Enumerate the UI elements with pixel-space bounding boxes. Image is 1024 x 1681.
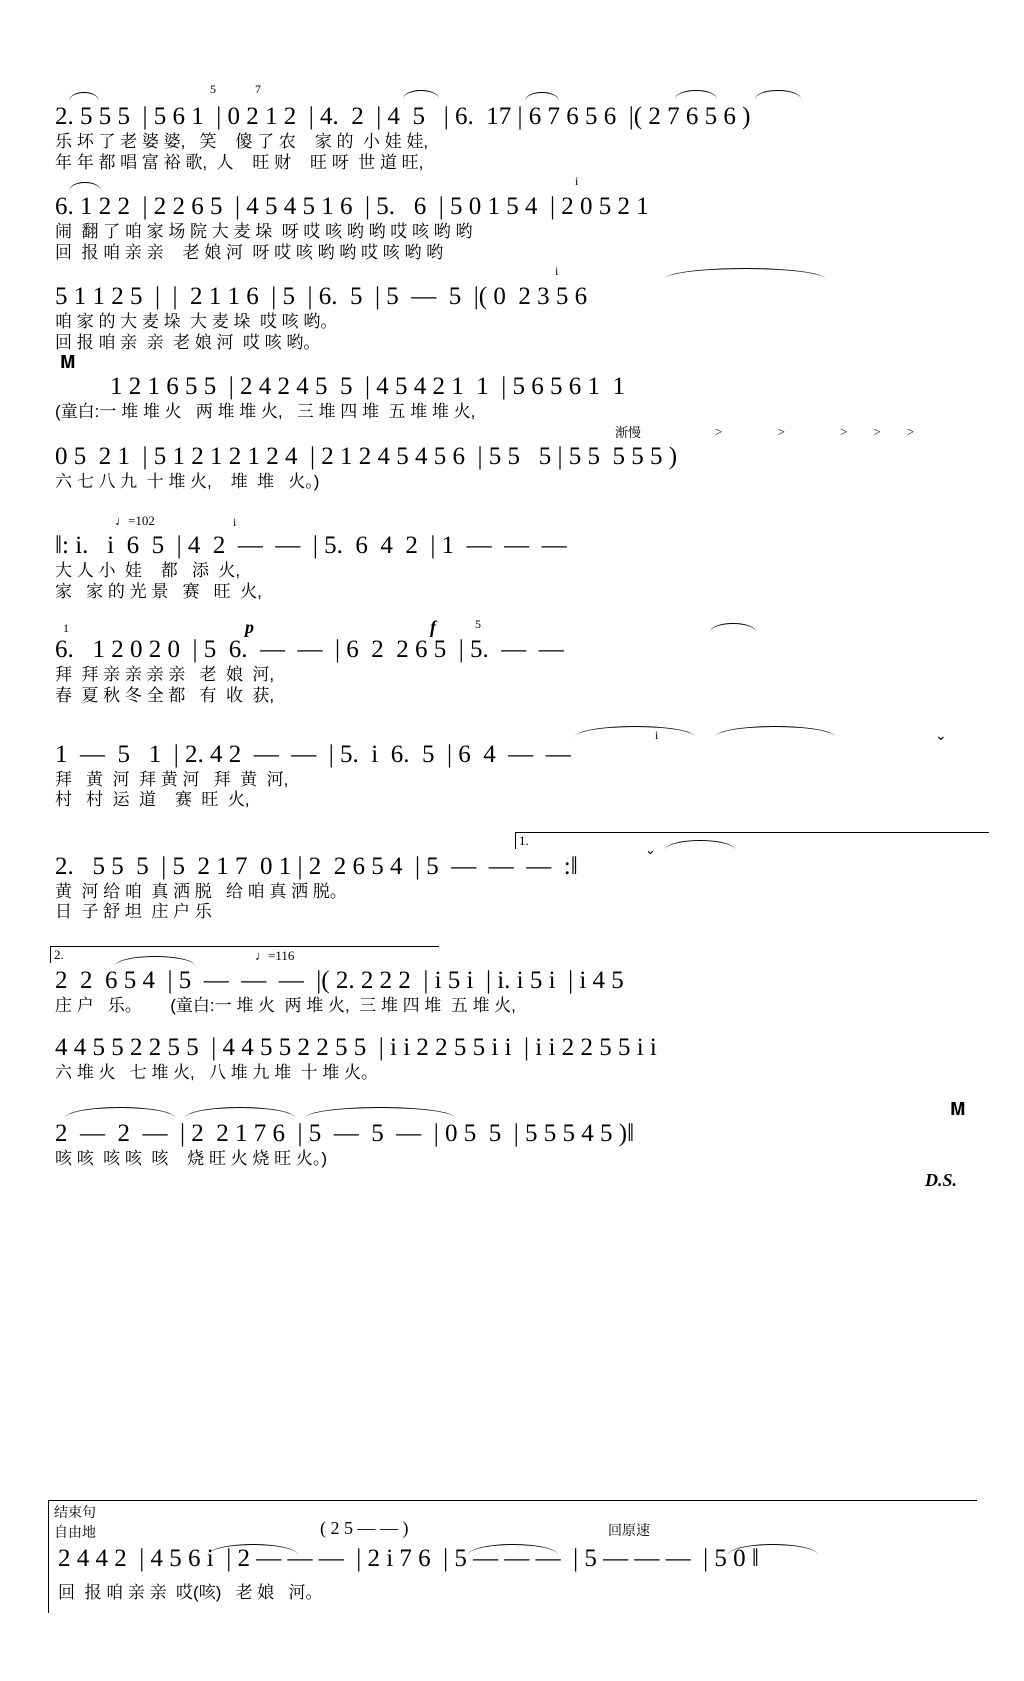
notes-line-9: 2. 5 5 5 | 5 2 1 7 0 1 | 2 2 6 5 4 | 5 — — — :‖	[55, 852, 578, 880]
lyric-line-8b: 村 村 运 道 赛 旺 火,	[55, 790, 250, 810]
breath-mark-8: ⌄	[935, 728, 947, 744]
notes-line-12: 2 — 2 — | 2 2 1 7 6 | 5 — 5 — | 0 5 5 | 5 5 5 4 5 )‖	[55, 1119, 635, 1147]
music-system-10	[0, 946, 1024, 1016]
slur-12c	[305, 1107, 455, 1118]
notes-line-1: 2. 5 5 5 | 5 6 1 | 0 2 1 2 | 4. 2 | 4 5 | 6. 17 | 6 7 6 5 6 |( 2 7 6 5 6 )	[55, 103, 751, 130]
slur-1d	[675, 90, 717, 99]
lyric-line-1a: 乐 坏 了 老 婆 婆, 笑 傻 了 农 家 的 小 娃 娃,	[55, 132, 429, 151]
lyric-line-2a: 闹 翻 了 咱 家 场 院 大 麦 垛 呀 哎 咳 哟 哟 哎 咳 哟 哟	[55, 222, 473, 242]
music-system-6	[0, 513, 1024, 601]
slur-12a	[65, 1107, 175, 1118]
first-ending-bracket: 1.	[515, 832, 989, 849]
ornament-mark-6: i	[233, 515, 237, 530]
rallentando-marking: 渐慢	[615, 424, 642, 440]
lyric-line-11a: 六 堆 火 七 堆 火, 八 堆 九 堆 十 堆 火。	[55, 1063, 379, 1083]
music-system-11	[0, 1035, 1024, 1083]
notes-line-11: 4 4 5 5 2 2 5 5 | 4 4 5 5 2 2 5 5 | i i 2 2 5 5 i i | i i 2 2 5 5 i i	[55, 1034, 657, 1062]
fingering-5: 5	[475, 617, 481, 632]
lyric-line-8a: 拜 黄 河 拜 黄 河 拜 黄 河,	[55, 769, 289, 789]
second-ending-bracket: 2.	[50, 946, 439, 963]
slur-2a	[69, 182, 101, 191]
notes-line-4: 1 2 1 6 5 5 | 2 4 2 4 5 5 | 4 5 4 2 1 1 | 5 6 5 6 1 1	[110, 373, 626, 401]
tempo-marking-102: ♩=102	[115, 513, 155, 529]
notes-line-2: 6. 1 2 2 | 2 2 6 5 | 4 5 4 5 1 6 | 5. 6 | 5 0 1 5 4 | 2 0 5 2 1	[55, 193, 649, 221]
slur-1e	[755, 90, 801, 99]
slur-8a	[575, 726, 695, 737]
lyric-line-5a: 六 七 八 九 十 堆 火, 堆 堆 火。)	[55, 471, 320, 491]
accidental-mark-5: 5	[210, 82, 216, 96]
lyric-line-4a: (童白:一 堆 堆 火 两 堆 堆 火, 三 堆 四 堆 五 堆 堆 火,	[55, 402, 476, 422]
fingering-1: 1	[63, 621, 69, 636]
ds-marking: D.S.	[925, 1170, 958, 1191]
coda-notes: 2 4 4 2 | 4 5 6 i | 2 — — — | 2 i 7 6 | 5 — — — | 5 — — — | 5 0 ‖	[58, 1545, 759, 1572]
ornament-mark-8: i	[655, 727, 659, 742]
lyric-line-2b: 回 报 咱 亲 亲 老 娘 河 呀 哎 咳 哟 哟 哎 咳 哟 哟	[55, 242, 444, 262]
ornament-mark-2: i	[575, 174, 579, 189]
music-system-7	[0, 617, 1024, 706]
tempo-marking-116: ♩=116	[255, 947, 295, 963]
notes-line-8: 1 — 5 1 | 2. 4 2 — — | 5. i 6. 5 | 6 4 — —	[55, 740, 571, 768]
slur-1a	[69, 92, 99, 101]
score-sheet	[0, 82, 1024, 1681]
lyric-line-6a: 大 人 小 娃 都 添 火,	[55, 561, 241, 581]
accidental-mark-7: 7	[255, 82, 261, 96]
notes-line-7: 6. 1 2 0 2 0 | 5 6. — — | 6 2 2 6 5 | 5. — —	[55, 636, 564, 664]
music-system-4	[0, 352, 1024, 422]
music-system-9	[0, 832, 1024, 922]
lyric-line-9a: 黄 河 给 咱 真 洒 脱 给 咱 真 洒 脱。	[55, 881, 347, 901]
lyric-line-6b: 家 家 的 光 景 赛 旺 火,	[55, 581, 262, 601]
ornament-mark-3: i	[555, 264, 559, 279]
slur-7a	[710, 623, 756, 632]
music-system-3	[0, 264, 1024, 352]
music-system-12	[0, 1098, 1024, 1191]
music-system-8	[0, 726, 1024, 810]
segno-icon-2: 𝐌	[950, 1098, 966, 1119]
lyric-line-7a: 拜 拜 亲 亲 亲 亲 老 娘 河,	[55, 665, 275, 685]
music-system-2	[0, 174, 1024, 262]
slur-8b	[715, 726, 835, 737]
notes-line-10: 2 2 6 5 4 | 5 — — — |( 2. 2 2 2 | i 5 i | i. i 5 i | i 4 5	[55, 966, 624, 994]
dynamic-f: f	[430, 617, 436, 638]
coda-above-notes: ( 2 5 — — )	[320, 1518, 409, 1538]
dynamic-p: p	[245, 617, 254, 638]
lyric-line-3a: 咱 家 的 大 麦 垛 大 麦 垛 哎 咳 哟。	[55, 312, 338, 332]
music-system-1	[0, 82, 1024, 172]
slur-12b	[185, 1107, 295, 1118]
slur-1b	[403, 90, 439, 99]
coda-free-tempo: 自由地	[54, 1524, 96, 1540]
lyric-line-3b: 回 报 咱 亲 亲 老 娘 河 哎 咳 哟。	[55, 332, 321, 352]
lyric-line-7b: 春 夏 秋 冬 全 都 有 收 获,	[55, 686, 275, 706]
notes-line-3: 5 1 1 2 5 | | 2 1 1 6 | 5 | 6. 5 | 5 — 5 |( 0 2 3 5 6	[55, 283, 588, 311]
lyric-line-9b: 日 子 舒 坦 庄 户 乐	[55, 902, 212, 922]
notes-line-6: ‖: i. i 6 5 | 4 2 — — | 5. 6 4 2 | 1 — — —	[55, 532, 567, 560]
lyric-line-10a: 庄 户 乐。 (童白:一 堆 火 两 堆 火, 三 堆 四 堆 五 堆 火,	[55, 995, 516, 1015]
lyric-line-12a: 咳 咳 咳 咳 咳 烧 旺 火 烧 旺 火。)	[55, 1148, 328, 1168]
coda-return-tempo: 回原速	[608, 1522, 650, 1538]
music-system-5	[0, 423, 1024, 492]
coda-lyric: 回 报 咱 亲 亲 哎(咳) 老 娘 河。	[58, 1583, 323, 1602]
accent-marks: > > >>>	[715, 423, 941, 439]
coda-label: 结束句	[54, 1504, 96, 1520]
slur-1c	[525, 92, 559, 101]
lyric-line-1b: 年 年 都 唱 富 裕 歌, 人 旺 财 旺 呀 世 道 旺,	[55, 152, 424, 172]
breath-mark-9: ⌄	[645, 841, 656, 857]
notes-line-5: 0 5 2 1 | 5 1 2 1 2 1 2 4 | 2 1 2 4 5 4 5 6 | 5 5 5 | 5 5 5 5 5 )	[55, 442, 678, 470]
segno-icon: 𝐌	[60, 352, 76, 373]
slur-3a	[665, 268, 825, 279]
